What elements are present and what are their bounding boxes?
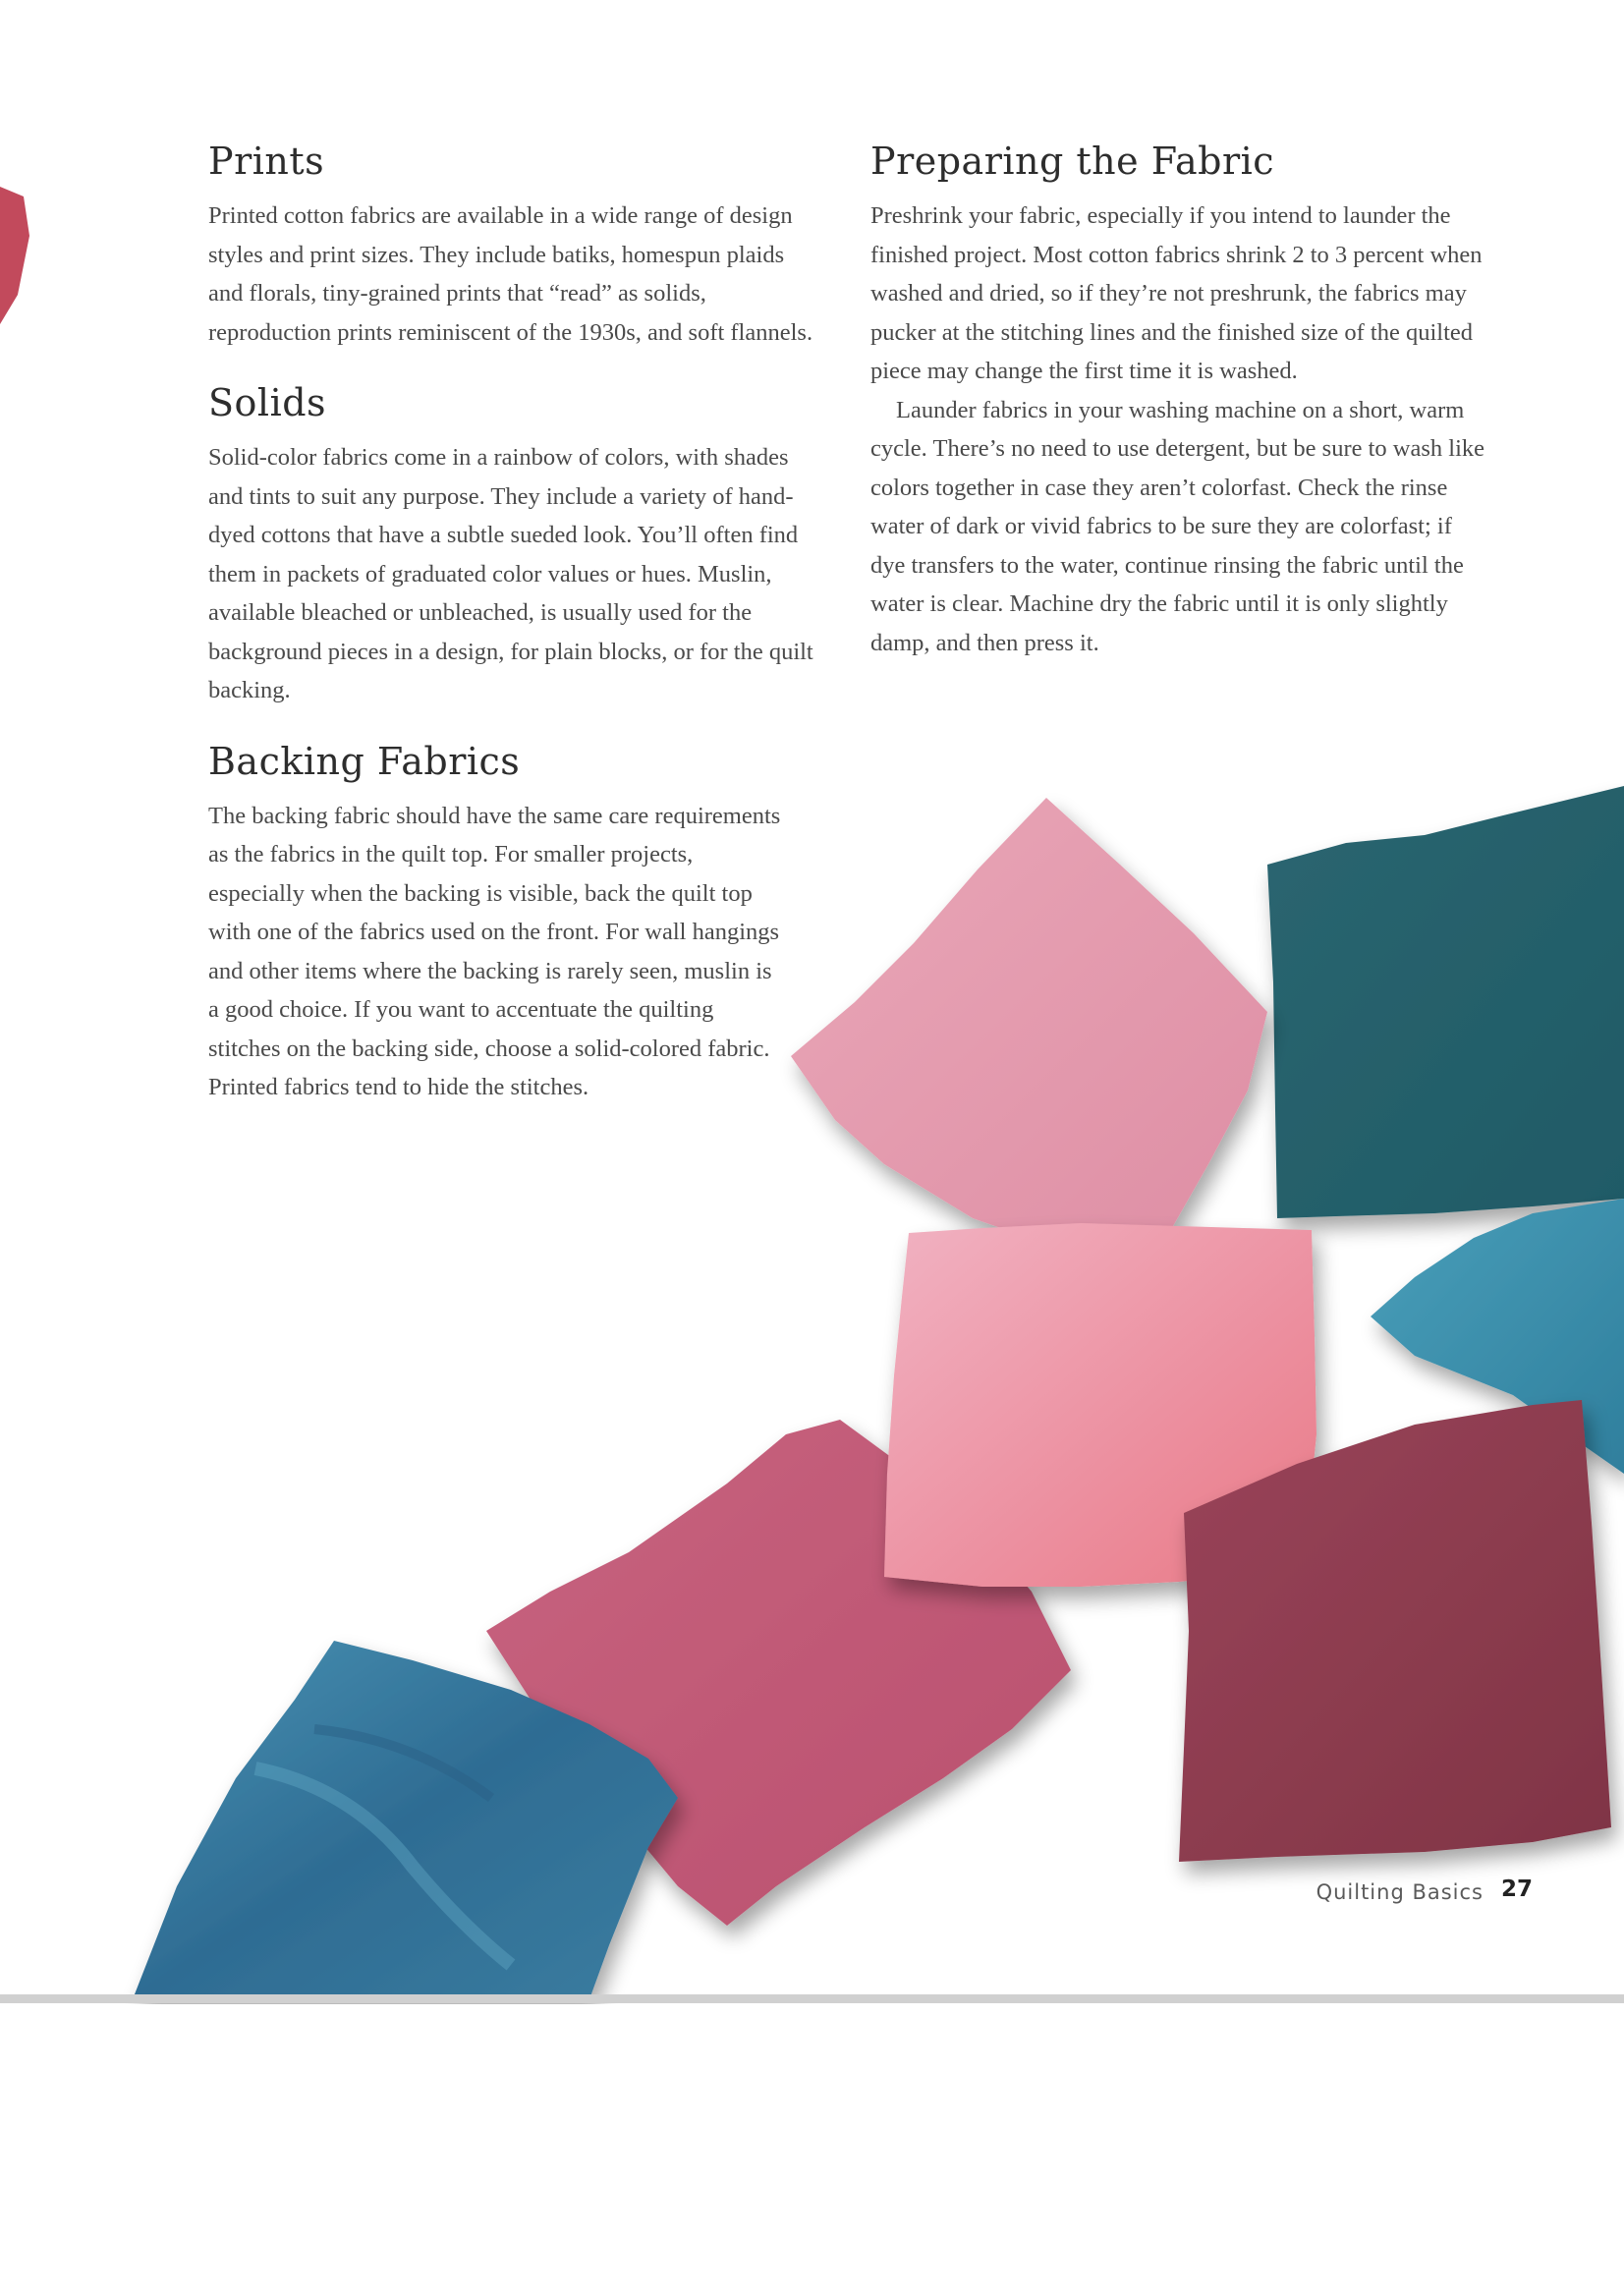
- prints-body: Printed cotton fabrics are available in a wide range of design styles and print sizes. They include batiks, homespun plaids and florals, tiny-grained prints that “read” as solids, reproduction prints reminiscent of the 1930s, and soft flannels.: [208, 202, 813, 346]
- preparing-para1: Preshrink your fabric, especially if you intend to launder the finished project. Most cotton fabrics shrink 2 to 3 percent when washed and dried, so if they’re not preshrunk, the fabrics may pucker at the stitching lines and the finished size of the quilted piece may change the first time it is washed.: [870, 202, 1483, 384]
- prints-section: [208, 136, 817, 352]
- backing-section: [208, 736, 783, 1107]
- swatch-teal-dark: [1267, 786, 1624, 1218]
- solids-section: [208, 377, 817, 710]
- swatch-blue-batik: [133, 1641, 678, 1999]
- right-column: [870, 136, 1489, 662]
- page-number: 27: [1501, 1876, 1534, 1902]
- running-footer-section: Quilting Basics: [1316, 1880, 1484, 1904]
- prints-heading: Prints: [208, 140, 325, 183]
- swatch-rose: [486, 1420, 1071, 1926]
- left-column: [208, 136, 817, 1133]
- bottom-rule: [0, 1994, 1624, 2003]
- swatch-teal-light: [1371, 1199, 1624, 1474]
- swatch-maroon: [1179, 1400, 1611, 1862]
- swatch-pink-diamond: [791, 798, 1267, 1253]
- solids-body: Solid-color fabrics come in a rainbow of colors, with shades and tints to suit any purpose. They include a variety of hand-dyed cottons that have a subtle sueded look. You’ll often find them in packets of graduated color values or hues. Muslin, available bleached or unbleached, is usually used for the background pieces in a design, for plain blocks, or for the quilt backing.: [208, 444, 813, 703]
- swatch-pink-square: [884, 1223, 1316, 1587]
- backing-body: The backing fabric should have the same care requirements as the fabrics in the quilt top. For smaller projects, especially when the backing is visible, back the quilt top with one of the fabrics used on the front. For wall hangings and other items where the backing is rarely seen, muslin is a good choice. If you want to accentuate the quilting stitches on the backing side, choose a solid-colored fabric. Printed fabrics tend to hide the stitches.: [208, 802, 781, 1100]
- backing-heading: Backing Fabrics: [208, 739, 521, 783]
- solids-heading: Solids: [208, 381, 327, 424]
- edge-swatch: [0, 187, 29, 324]
- preparing-heading: Preparing the Fabric: [870, 140, 1275, 183]
- preparing-para2: Launder fabrics in your washing machine on a short, warm cycle. There’s no need to use detergent, but be sure to wash like colors together in case they aren’t colorfast. Check the rinse water of dark or vivid fabrics to be sure they are colorfast; if dye transfers to the water, continue rinsing the fabric until the water is clear. Machine dry the fabric until it is only slightly damp, and then press it.: [870, 396, 1485, 656]
